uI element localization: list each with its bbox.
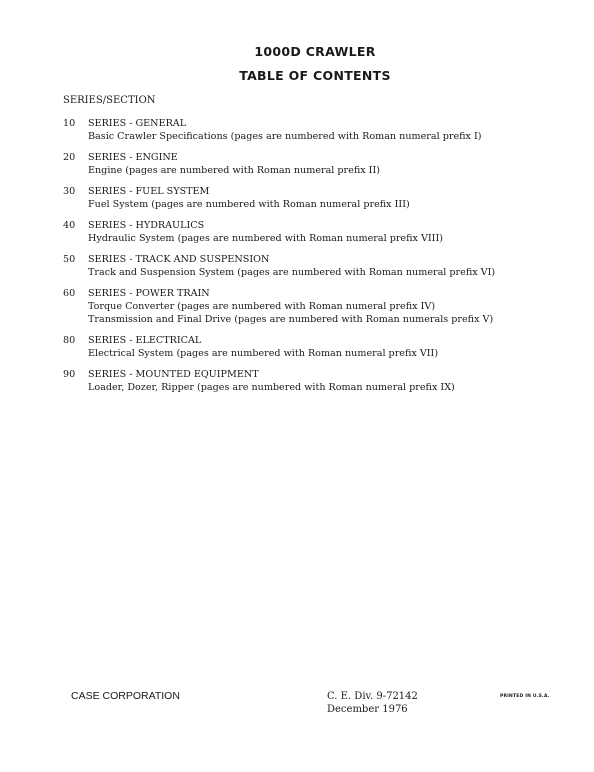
section-body — [88, 219, 583, 245]
section-number: 60 — [63, 288, 76, 299]
document-subtitle: TABLE OF CONTENTS — [239, 68, 391, 83]
section-description: Engine (pages are numbered with Roman numeral prefix II) — [88, 165, 381, 176]
toc-section — [63, 287, 583, 326]
section-body — [88, 334, 583, 360]
section-heading: SERIES - TRACK AND SUSPENSION — [88, 254, 270, 265]
toc-section — [63, 185, 583, 211]
footer-printed-in: PRINTED IN U.S.A. — [500, 694, 550, 699]
footer-division-date — [327, 690, 418, 716]
section-heading: SERIES - GENERAL — [88, 118, 187, 129]
toc-section — [63, 334, 583, 360]
section-number: 30 — [63, 186, 76, 197]
toc-section — [63, 368, 583, 394]
footer-division: C. E. Div. 9-72142 — [327, 691, 418, 702]
section-description: Basic Crawler Specifications (pages are numbered with Roman numeral prefix I) — [88, 131, 482, 142]
section-body — [88, 185, 583, 211]
series-section-header: SERIES/SECTION — [63, 95, 156, 106]
section-description: Transmission and Final Drive (pages are numbered with Roman numerals prefix V) — [88, 314, 494, 325]
section-description: Torque Converter (pages are numbered with Roman numeral prefix IV) — [88, 301, 436, 312]
section-heading: SERIES - ELECTRICAL — [88, 335, 202, 346]
section-description: Loader, Dozer, Ripper (pages are numbered with Roman numeral prefix IX) — [88, 382, 455, 393]
section-body — [88, 253, 583, 279]
toc-section — [63, 253, 583, 279]
table-of-contents-list — [63, 117, 583, 402]
section-number: 80 — [63, 335, 76, 346]
footer-company: CASE CORPORATION — [71, 690, 180, 702]
section-heading: SERIES - FUEL SYSTEM — [88, 186, 210, 197]
toc-section — [63, 151, 583, 177]
section-number: 50 — [63, 254, 76, 265]
section-heading: SERIES - ENGINE — [88, 152, 178, 163]
section-heading: SERIES - POWER TRAIN — [88, 288, 210, 299]
section-number: 40 — [63, 220, 76, 231]
footer-date: December 1976 — [327, 704, 408, 715]
toc-section — [63, 219, 583, 245]
section-heading: SERIES - HYDRAULICS — [88, 220, 205, 231]
section-description: Fuel System (pages are numbered with Roman numeral prefix III) — [88, 199, 410, 210]
section-description: Electrical System (pages are numbered with Roman numeral prefix VII) — [88, 348, 439, 359]
document-title: 1000D CRAWLER — [254, 44, 376, 59]
section-number: 90 — [63, 369, 76, 380]
toc-section — [63, 117, 583, 143]
section-body — [88, 151, 583, 177]
section-number: 20 — [63, 152, 76, 163]
section-body — [88, 117, 583, 143]
section-description: Hydraulic System (pages are numbered with Roman numeral prefix VIII) — [88, 233, 443, 244]
section-heading: SERIES - MOUNTED EQUIPMENT — [88, 369, 259, 380]
section-description: Track and Suspension System (pages are numbered with Roman numeral prefix VI) — [88, 267, 496, 278]
section-body — [88, 368, 583, 394]
section-body — [88, 287, 583, 326]
section-number: 10 — [63, 118, 76, 129]
